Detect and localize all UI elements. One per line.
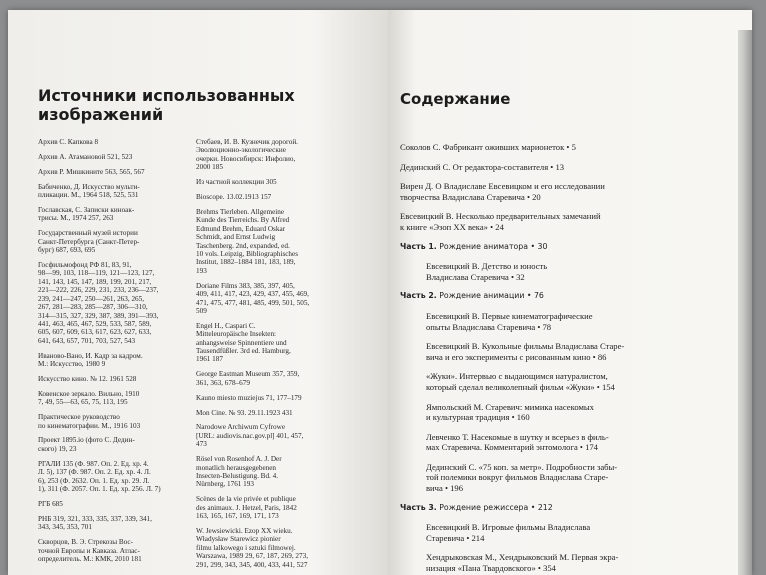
toc-entry-text: Евсевицкий В. Игровые фильмы Владислава Старевича • 214: [426, 522, 591, 543]
source-entry: Иваново-Вано, И. Кадр за кадром. М.: Искусство, 1980 9: [38, 351, 143, 369]
toc-entry: [400, 181, 730, 202]
toc-entry: [426, 432, 730, 453]
source-entry: Гославская, С. Записки киноак- трисы. М., 1974 257, 263: [38, 206, 135, 223]
part-label: Часть 3.: [400, 502, 437, 512]
left-page: [8, 10, 388, 575]
toc-entry-text: Евсевицкий В. Несколько предварительных замечаний к книге «Эзоп XX века» • 24: [400, 211, 601, 232]
toc-entry: [426, 261, 730, 282]
toc-entry-text: Евсевицкий В. Кукольные фильмы Владислава Старе- вича и его эксперименты с рисованным кино • 86: [426, 341, 625, 362]
toc-part-heading: [400, 503, 730, 514]
table-of-contents: [400, 142, 730, 575]
toc-entry-text: Рождение режиссера • 212: [436, 502, 553, 512]
toc-entry-text: Рождение аниматора • 30: [436, 241, 548, 251]
toc-entry: [426, 311, 730, 332]
toc-part-heading: [400, 291, 730, 302]
toc-entry: [426, 371, 730, 392]
page-title: Источники использованных изображений: [38, 86, 295, 124]
toc-entry-text: «Жуки». Интервью с выдающимся натуралистом, который сделал великолепный фильм «Жуки» • 154: [426, 371, 615, 392]
toc-entry: [400, 142, 730, 153]
toc-entry-text: Евсевицкий В. Детство и юность Владислава Старевича • 32: [426, 261, 548, 282]
source-entry: Архив А. Атамановой 521, 523: [38, 152, 133, 161]
source-entry: Бабиченко, Д. Искусство мульти- пликации. М., 1964 518, 525, 531: [38, 182, 140, 200]
source-entry: Государственный музей истории Санкт-Петербурга (Санкт-Петер- бург) 687, 693, 695: [38, 229, 140, 255]
contents-title: Содержание: [400, 90, 511, 108]
source-entry: РГАЛИ 135 (Ф. 987. Оп. 2. Ед. хр. 4. Л. 5), 137 (Ф. 987. Оп. 2. Ед. хр. 4. Л. 6), 253 (Ф. 2632. Оп. 1. Ед. хр. 29. Л. 1), 311 (Ф. 2057. Оп. 1. Ед. хр. 256. Л. 7): [38, 459, 161, 493]
page-edge: [738, 30, 752, 575]
toc-entry: [400, 162, 730, 173]
source-entry: Скворцов, В. Э. Стрекозы Вос- точной Европы и Кавказа. Атлас- определитель. М.: КМК, 2010 181: [38, 538, 142, 563]
source-entry: Mon Cine. № 93. 29.11.1923 431: [196, 408, 293, 417]
source-entry: Scènes de la vie privée et publique des animaux. J. Hetzel, Paris, 1842 163, 165, 167, 169, 171, 173: [196, 495, 297, 521]
part-label: Часть 2.: [400, 291, 437, 301]
source-entry: Из частной коллекции 305: [196, 178, 277, 187]
toc-entry: [400, 211, 730, 232]
toc-entry: [426, 522, 730, 543]
right-page: [388, 10, 738, 575]
toc-entry-text: Соколов С. Фабрикант оживших марионеток • 5: [400, 142, 576, 152]
source-entry: Стебаев, И. В. Кузнечик дорогой. Эволюционно-экологические очерки. Новосибирск: Инфолио, 2000 185: [196, 138, 298, 172]
source-entry: W. Jewsiewicki. Ezop XX wieku. Władysław Starewicz pionier filmu lalkowego i sztuki filmowej. Warszawa, 1989 29, 67, 187, 269, 273, 291, 299, 343, 345, 400, 433, 441, 527: [196, 527, 309, 569]
book-spread: [8, 10, 752, 575]
source-entry: Brehms Tierleben. Allgemeine Kunde des Tierreichs. By Alfred Edmund Brehm, Eduard Oskar Schmidt, and Ernst Ludwig Taschenberg. 2nd, expanded, ed. 10 vols. Leipzig, Bibliographisches Institut, 1882–1884 181, 183, 189, 193: [196, 207, 299, 275]
source-entry: Госфильмофонд РФ 81, 83, 91, 98—99, 103, 118—119, 121—123, 127, 141, 143, 145, 147, 189, 199, 201, 217, 221—222, 226, 229, 231, 233, 236—237, 239, 241—247, 250—261, 263, 265, 267, 281—283, 285—287, 306—310, 314—315, 327, 329, 387, 389, 391—393, 441, 463, 465, 467, 529, 533, 587, 589, 605, 607, 609, 613, 617, 623, 627, 633, 641, 643, 657, 701, 703, 527, 543: [38, 261, 159, 345]
toc-entry: [426, 462, 730, 494]
toc-entry: [426, 552, 730, 573]
source-entry: Engel H., Caspari C. Mitteleuropäische Insekten: anhangsweise Spinnentiere und Tausendfüßler. 3rd ed. Hamburg, 1961 187: [196, 321, 291, 364]
source-entry: Bioscope. 13.02.1913 157: [196, 193, 272, 202]
source-entry: Архив С. Капкова 8: [38, 138, 99, 146]
source-entry: Doriane Films 383, 385, 397, 405, 409, 411, 417, 423, 429, 437, 455, 469, 471, 475, 477, 481, 485, 499, 501, 505, 509: [196, 281, 310, 315]
source-entry: Kauno miesto muziejus 71, 177–179: [196, 393, 302, 402]
toc-entry-text: Дединский С. «75 коп. за метр». Подробности забы- той полемики вокруг фильмов Владислава Старе- вича • 196: [426, 461, 618, 494]
source-entry: Проект 1895.io (фото С. Дедин- ского) 19, 23: [38, 436, 135, 453]
sources-column-a: [38, 138, 188, 570]
source-entry: Ковенское зеркало. Вильно, 1910 7, 49, 55—63, 65, 75, 113, 195: [38, 389, 140, 407]
toc-entry: [426, 402, 730, 423]
toc-entry: [426, 341, 730, 362]
toc-entry-text: Рождение анимации • 76: [436, 291, 544, 301]
source-entry: Практическое руководство по кинематографии. М., 1916 103: [38, 413, 141, 430]
toc-part-heading: [400, 242, 730, 253]
toc-entry-text: Дединский С. От редактора-составителя • 13: [400, 161, 565, 172]
toc-entry-text: Левченко Т. Насекомые в шутку и всерьез в филь- мах Старевича. Комментарий энтомолога • 174: [426, 431, 609, 453]
source-entry: Искусство кино. № 12. 1961 528: [38, 374, 137, 383]
source-entry: Архив Р. Мишкините 563, 565, 567: [38, 167, 145, 176]
source-entry: РГБ 685: [38, 499, 63, 508]
toc-entry-text: Хендрыковская М., Хендрыковский М. Первая экра- низация «Пана Твардовского» • 354: [426, 552, 619, 574]
source-entry: Narodowe Archiwum Cyfrowe [URL: audiovis.nac.gov.pl] 401, 457, 473: [196, 423, 304, 449]
toc-entry-text: Вирен Д. О Владиславе Евсевицком и его исследовании творчества Владислава Старевича • 20: [400, 181, 605, 202]
part-label: Часть 1.: [400, 241, 437, 251]
source-entry: George Eastman Museum 357, 359, 361, 363, 678–679: [196, 370, 300, 387]
source-entry: Rösel von Rosenhof A. J. Der monatlich herausgegebenen Insecten-Belustigung. Bd. 4. Nürnberg, 1761 193: [196, 455, 282, 489]
source-entry: РНБ 319, 321, 333, 335, 337, 339, 341, 343, 345, 353, 701: [38, 514, 152, 532]
sources-column-b: [196, 138, 352, 575]
toc-entry-text: Ямпольский М. Старевич: мимика насекомых и культурная традиция • 160: [426, 401, 594, 423]
toc-entry-text: Евсевицкий В. Первые кинематографические опыты Владислава Старевича • 78: [426, 310, 593, 332]
